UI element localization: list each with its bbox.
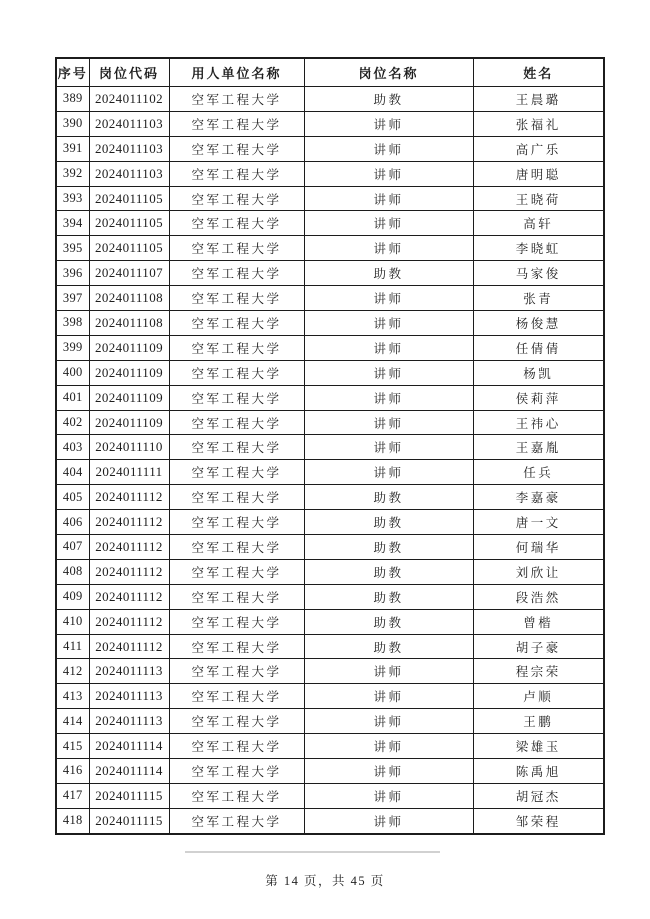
cell-code: 2024011113 — [89, 659, 169, 684]
cell-seq: 415 — [56, 734, 89, 759]
cell-employer: 空军工程大学 — [169, 485, 304, 510]
cell-seq: 414 — [56, 709, 89, 734]
cell-code: 2024011110 — [89, 435, 169, 460]
cell-code: 2024011112 — [89, 559, 169, 584]
cell-code: 2024011105 — [89, 186, 169, 211]
table-row — [56, 286, 604, 311]
cell-name: 胡冠杰 — [473, 783, 604, 808]
table-row — [56, 684, 604, 709]
cell-name: 梁雄玉 — [473, 734, 604, 759]
cell-employer: 空军工程大学 — [169, 584, 304, 609]
cell-name: 陈禹旭 — [473, 759, 604, 784]
cell-employer: 空军工程大学 — [169, 261, 304, 286]
cell-name: 程宗荣 — [473, 659, 604, 684]
cell-employer: 空军工程大学 — [169, 87, 304, 112]
cell-name: 张青 — [473, 286, 604, 311]
cell-code: 2024011103 — [89, 136, 169, 161]
cell-position: 讲师 — [304, 684, 473, 709]
cell-employer: 空军工程大学 — [169, 634, 304, 659]
table-row — [56, 186, 604, 211]
cell-code: 2024011114 — [89, 759, 169, 784]
cell-name: 胡子豪 — [473, 634, 604, 659]
cell-seq: 405 — [56, 485, 89, 510]
cell-position: 助教 — [304, 584, 473, 609]
table-row — [56, 584, 604, 609]
cell-name: 王晓荷 — [473, 186, 604, 211]
cell-name: 王鹏 — [473, 709, 604, 734]
cell-position: 讲师 — [304, 709, 473, 734]
cell-employer: 空军工程大学 — [169, 684, 304, 709]
table-row — [56, 659, 604, 684]
cell-employer: 空军工程大学 — [169, 659, 304, 684]
cell-code: 2024011102 — [89, 87, 169, 112]
cell-seq: 399 — [56, 335, 89, 360]
cell-seq: 392 — [56, 161, 89, 186]
cell-employer: 空军工程大学 — [169, 360, 304, 385]
cell-seq: 389 — [56, 87, 89, 112]
cell-employer: 空军工程大学 — [169, 435, 304, 460]
cell-position: 讲师 — [304, 360, 473, 385]
cell-name: 李晓虹 — [473, 236, 604, 261]
cell-employer: 空军工程大学 — [169, 186, 304, 211]
cell-name: 王祎心 — [473, 410, 604, 435]
cell-seq: 407 — [56, 535, 89, 560]
cell-name: 高轩 — [473, 211, 604, 236]
cell-position: 助教 — [304, 510, 473, 535]
cell-name: 侯莉萍 — [473, 385, 604, 410]
cell-name: 卢顺 — [473, 684, 604, 709]
cell-position: 讲师 — [304, 286, 473, 311]
table-row — [56, 335, 604, 360]
cell-employer: 空军工程大学 — [169, 236, 304, 261]
table-row — [56, 510, 604, 535]
cell-code: 2024011112 — [89, 584, 169, 609]
cell-code: 2024011107 — [89, 261, 169, 286]
cell-position: 助教 — [304, 559, 473, 584]
cell-seq: 408 — [56, 559, 89, 584]
cell-code: 2024011103 — [89, 111, 169, 136]
cell-code: 2024011112 — [89, 535, 169, 560]
cell-employer: 空军工程大学 — [169, 609, 304, 634]
cell-name: 曾楷 — [473, 609, 604, 634]
cell-code: 2024011112 — [89, 485, 169, 510]
cell-name: 刘欣让 — [473, 559, 604, 584]
cell-seq: 400 — [56, 360, 89, 385]
table-row — [56, 559, 604, 584]
cell-position: 讲师 — [304, 161, 473, 186]
cell-code: 2024011109 — [89, 385, 169, 410]
table-row — [56, 435, 604, 460]
table-row — [56, 360, 604, 385]
cell-employer: 空军工程大学 — [169, 311, 304, 336]
table-row — [56, 634, 604, 659]
cell-position: 讲师 — [304, 783, 473, 808]
table-row — [56, 808, 604, 833]
cell-position: 讲师 — [304, 435, 473, 460]
cell-position: 讲师 — [304, 335, 473, 360]
cell-position: 讲师 — [304, 136, 473, 161]
cell-position: 助教 — [304, 87, 473, 112]
cell-employer: 空军工程大学 — [169, 111, 304, 136]
cell-employer: 空军工程大学 — [169, 460, 304, 485]
table-row — [56, 783, 604, 808]
cell-code: 2024011114 — [89, 734, 169, 759]
cell-seq: 391 — [56, 136, 89, 161]
cell-name: 杨俊慧 — [473, 311, 604, 336]
table-row — [56, 236, 604, 261]
cell-position: 助教 — [304, 485, 473, 510]
table-row — [56, 759, 604, 784]
cell-name: 王嘉胤 — [473, 435, 604, 460]
cell-seq: 410 — [56, 609, 89, 634]
cell-employer: 空军工程大学 — [169, 808, 304, 833]
column-header-seq: 序号 — [56, 58, 89, 87]
cell-seq: 406 — [56, 510, 89, 535]
cell-position: 讲师 — [304, 659, 473, 684]
scan-artifact-line — [185, 851, 440, 853]
cell-name: 唐明聪 — [473, 161, 604, 186]
table-row — [56, 111, 604, 136]
cell-employer: 空军工程大学 — [169, 385, 304, 410]
cell-seq: 411 — [56, 634, 89, 659]
table-row — [56, 136, 604, 161]
cell-code: 2024011105 — [89, 236, 169, 261]
cell-code: 2024011113 — [89, 684, 169, 709]
cell-position: 讲师 — [304, 460, 473, 485]
cell-name: 任倩倩 — [473, 335, 604, 360]
cell-code: 2024011103 — [89, 161, 169, 186]
cell-position: 助教 — [304, 535, 473, 560]
column-header-employer: 用人单位名称 — [169, 58, 304, 87]
cell-employer: 空军工程大学 — [169, 136, 304, 161]
cell-name: 任兵 — [473, 460, 604, 485]
cell-position: 讲师 — [304, 236, 473, 261]
cell-position: 讲师 — [304, 385, 473, 410]
cell-name: 唐一文 — [473, 510, 604, 535]
table-row — [56, 311, 604, 336]
column-header-name: 姓名 — [473, 58, 604, 87]
cell-name: 段浩然 — [473, 584, 604, 609]
cell-employer: 空军工程大学 — [169, 161, 304, 186]
cell-employer: 空军工程大学 — [169, 709, 304, 734]
cell-position: 讲师 — [304, 211, 473, 236]
cell-position: 助教 — [304, 609, 473, 634]
cell-seq: 418 — [56, 808, 89, 833]
cell-position: 讲师 — [304, 759, 473, 784]
cell-code: 2024011112 — [89, 510, 169, 535]
cell-employer: 空军工程大学 — [169, 335, 304, 360]
cell-name: 邹荣程 — [473, 808, 604, 833]
cell-name: 李嘉豪 — [473, 485, 604, 510]
cell-code: 2024011113 — [89, 709, 169, 734]
cell-position: 助教 — [304, 261, 473, 286]
table-body — [56, 87, 604, 834]
table-row — [56, 261, 604, 286]
page-number-indicator: 第 14 页，共 45 页 — [265, 874, 385, 888]
cell-name: 张福礼 — [473, 111, 604, 136]
cell-employer: 空军工程大学 — [169, 510, 304, 535]
cell-seq: 413 — [56, 684, 89, 709]
cell-position: 讲师 — [304, 186, 473, 211]
table-header — [56, 58, 604, 87]
cell-name: 马家俊 — [473, 261, 604, 286]
cell-code: 2024011109 — [89, 335, 169, 360]
cell-seq: 394 — [56, 211, 89, 236]
column-header-code: 岗位代码 — [89, 58, 169, 87]
table-row — [56, 161, 604, 186]
cell-seq: 395 — [56, 236, 89, 261]
cell-position: 讲师 — [304, 808, 473, 833]
cell-code: 2024011109 — [89, 410, 169, 435]
table-row — [56, 609, 604, 634]
cell-position: 讲师 — [304, 410, 473, 435]
cell-seq: 398 — [56, 311, 89, 336]
cell-employer: 空军工程大学 — [169, 535, 304, 560]
positions-table — [55, 57, 605, 835]
table-row — [56, 709, 604, 734]
cell-name: 何瑞华 — [473, 535, 604, 560]
table-row — [56, 535, 604, 560]
cell-employer: 空军工程大学 — [169, 410, 304, 435]
table-row — [56, 87, 604, 112]
cell-seq: 417 — [56, 783, 89, 808]
header-row — [56, 58, 604, 87]
cell-employer: 空军工程大学 — [169, 559, 304, 584]
cell-seq: 403 — [56, 435, 89, 460]
cell-seq: 390 — [56, 111, 89, 136]
cell-position: 助教 — [304, 634, 473, 659]
cell-seq: 401 — [56, 385, 89, 410]
cell-employer: 空军工程大学 — [169, 286, 304, 311]
cell-seq: 397 — [56, 286, 89, 311]
table-row — [56, 734, 604, 759]
cell-position: 讲师 — [304, 734, 473, 759]
column-header-position: 岗位名称 — [304, 58, 473, 87]
table-row — [56, 385, 604, 410]
cell-seq: 409 — [56, 584, 89, 609]
cell-seq: 416 — [56, 759, 89, 784]
cell-code: 2024011115 — [89, 783, 169, 808]
cell-code: 2024011112 — [89, 634, 169, 659]
cell-name: 杨凯 — [473, 360, 604, 385]
cell-employer: 空军工程大学 — [169, 759, 304, 784]
cell-code: 2024011105 — [89, 211, 169, 236]
table-row — [56, 410, 604, 435]
cell-code: 2024011115 — [89, 808, 169, 833]
cell-seq: 396 — [56, 261, 89, 286]
cell-name: 高广乐 — [473, 136, 604, 161]
cell-seq: 412 — [56, 659, 89, 684]
cell-code: 2024011109 — [89, 360, 169, 385]
table-row — [56, 485, 604, 510]
cell-employer: 空军工程大学 — [169, 783, 304, 808]
cell-position: 讲师 — [304, 311, 473, 336]
cell-seq: 404 — [56, 460, 89, 485]
cell-code: 2024011108 — [89, 311, 169, 336]
cell-position: 讲师 — [304, 111, 473, 136]
cell-employer: 空军工程大学 — [169, 734, 304, 759]
cell-seq: 402 — [56, 410, 89, 435]
cell-name: 王晨璐 — [473, 87, 604, 112]
cell-code: 2024011112 — [89, 609, 169, 634]
table-row — [56, 460, 604, 485]
cell-code: 2024011111 — [89, 460, 169, 485]
page-footer — [0, 871, 650, 889]
cell-employer: 空军工程大学 — [169, 211, 304, 236]
cell-code: 2024011108 — [89, 286, 169, 311]
cell-seq: 393 — [56, 186, 89, 211]
table-row — [56, 211, 604, 236]
